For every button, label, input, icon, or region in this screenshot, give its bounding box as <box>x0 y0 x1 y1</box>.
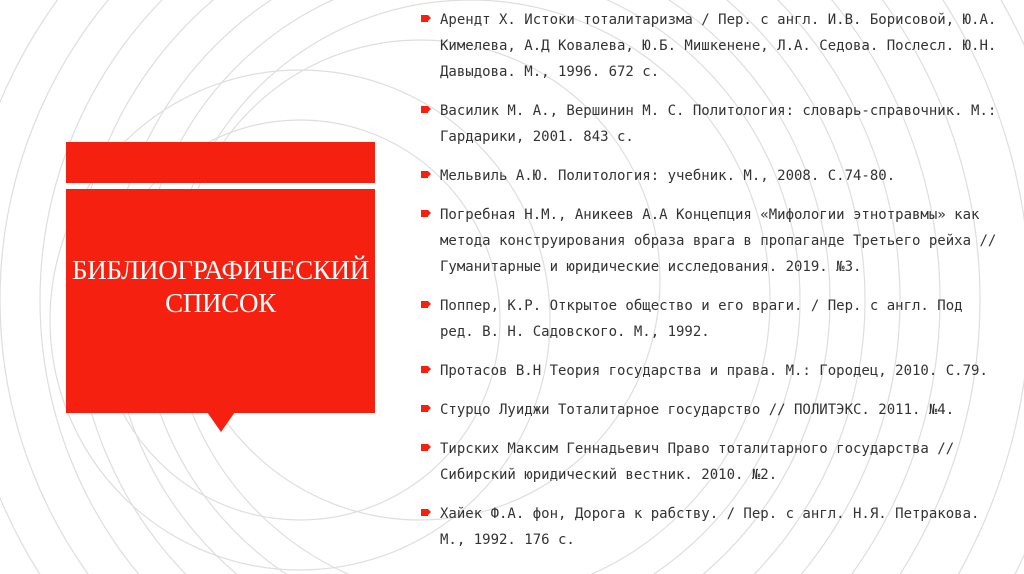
title-box-pointer <box>207 412 235 432</box>
slide-title: БИБЛИОГРАФИЧЕСКИЙ СПИСОК <box>72 255 369 318</box>
reference-text: Тирских Максим Геннадьевич Право тоталитарного государства // Сибирский юридический вестник. 2010. №2. <box>440 441 955 483</box>
reference-text: Хайек Ф.А. фон, Дорога к рабству. / Пер. с англ. Н.Я. Петракова. М., 1992. 176 с. <box>440 506 980 548</box>
reference-item <box>418 397 1003 423</box>
bullet-icon <box>421 405 428 412</box>
reference-text: Василик М. А., Вершинин М. С. Политология: словарь-справочник. М.: Гардарики, 2001. 843 с. <box>440 103 997 145</box>
reference-item <box>418 293 1003 345</box>
reference-item <box>418 501 1003 553</box>
reference-list <box>418 7 1003 566</box>
reference-text: Погребная Н.М., Аникеев А.А Концепция «Мифологии этнотравмы» как метода конструирования образа врага в пропаганде Третьего рейха // Гуманитарные и юридические исследования. 2019. №3. <box>440 207 997 275</box>
bullet-icon <box>421 444 428 451</box>
reference-text: Стурцо Луиджи Тоталитарное государство // ПОЛИТЭКС. 2011. №4. <box>440 402 955 418</box>
bullet-icon <box>421 210 428 217</box>
reference-text: Арендт Х. Истоки тоталитаризма / Пер. с англ. И.В. Борисовой, Ю.А. Кимелева, А.Д Ковалева, Ю.Б. Мишкенене, Л.А. Седова. Послесл. Ю.Н. Давыдова. М., 1996. 672 с. <box>440 12 997 80</box>
reference-item <box>418 7 1003 85</box>
reference-item <box>418 436 1003 488</box>
reference-text: Мельвиль А.Ю. Политология: учебник. М., 2008. С.74-80. <box>440 168 896 184</box>
bullet-icon <box>421 171 428 178</box>
reference-text: Поппер, К.Р. Открытое общество и его враги. / Пер. с англ. Под ред. В. Н. Садовского. М., 1992. <box>440 298 963 340</box>
title-accent-strip <box>66 142 375 183</box>
bullet-icon <box>421 509 428 516</box>
reference-text: Протасов В.Н Теория государства и права. М.: Городец, 2010. С.79. <box>440 363 988 379</box>
bullet-icon <box>421 366 428 373</box>
reference-item <box>418 358 1003 384</box>
bullet-icon <box>421 106 428 113</box>
reference-item <box>418 202 1003 280</box>
reference-item <box>418 98 1003 150</box>
reference-item <box>418 163 1003 189</box>
bullet-icon <box>421 301 428 308</box>
bullet-icon <box>421 15 428 22</box>
